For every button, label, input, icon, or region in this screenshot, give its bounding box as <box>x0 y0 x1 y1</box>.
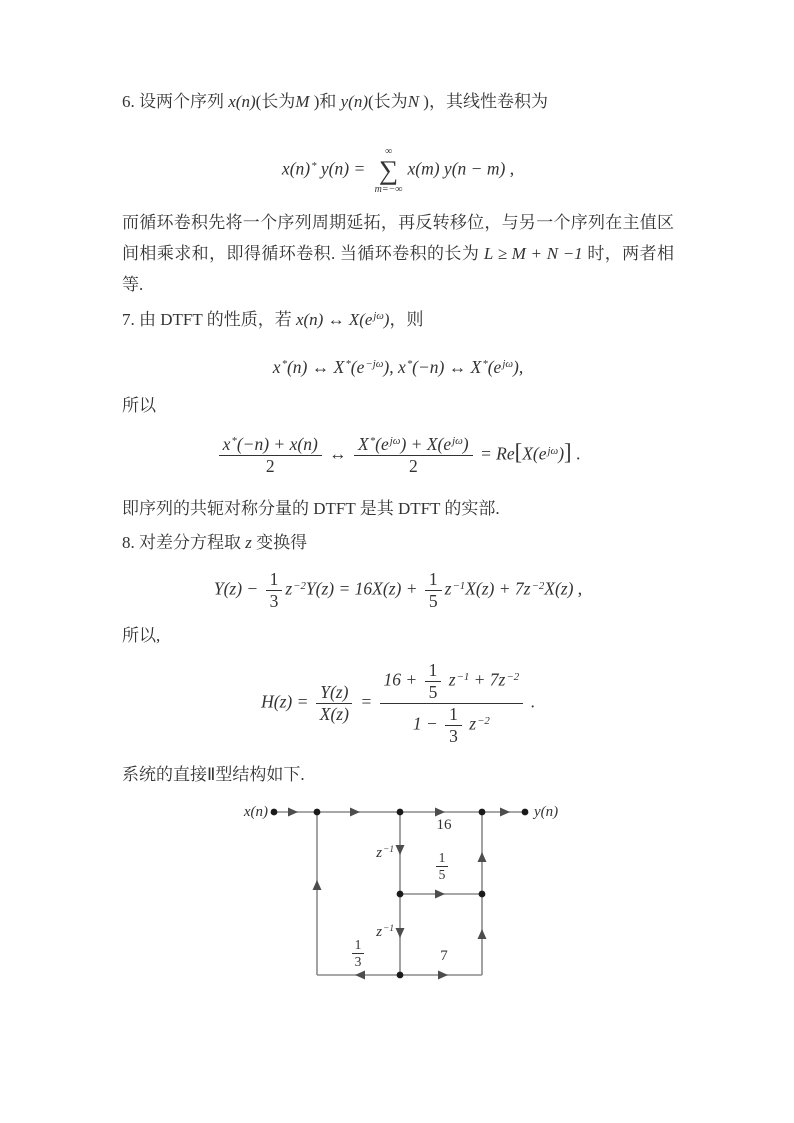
item-8-heading: 8. 对差分方程取 z 变换得 <box>122 533 308 552</box>
node-bottom-delay <box>397 972 404 979</box>
output-label: y(n) <box>534 804 559 820</box>
node-top-right <box>479 809 486 816</box>
page-content <box>122 88 674 1002</box>
delay-label-2: $z^{-1}$ <box>376 923 394 940</box>
gain-1-3-label: $\frac{1}{3}$ <box>343 937 373 970</box>
flow-graph-svg <box>230 797 590 1002</box>
arrow-up-icon <box>313 880 322 890</box>
gain-16-label: 16 <box>436 817 452 833</box>
arrow-right-icon <box>435 890 445 899</box>
paragraph-circular-convolution: 而循环卷积先将一个序列周期延拓，再反转移位，与另一个序列在主值区间相乘求和，即得循环卷积. 当循环卷积的长为 L ≥ M + N −1 时，两者相等. <box>122 213 675 294</box>
paragraph-structure-intro: 系统的直接Ⅱ型结构如下. <box>122 765 305 784</box>
node-output <box>522 809 529 816</box>
arrow-right-icon <box>288 808 298 817</box>
arrow-left-icon <box>355 971 365 980</box>
arrow-down-icon <box>396 928 405 938</box>
node-mid-sum <box>479 891 486 898</box>
paragraph-dtft-conclusion: 即序列的共轭对称分量的 DTFT 是其 DTFT 的实部. <box>122 499 500 518</box>
arrow-right-icon <box>500 808 510 817</box>
node-input <box>271 809 278 816</box>
flow-graph <box>230 797 590 1002</box>
formula-z-transform-difference-equation: Y(z) − $\frac{1}{3}$ $z^{-2}Y(z) = 16X(z)$ + $\frac{1}{5}$ $z^{-1}X(z) + 7z^{-2}X(z)$ , <box>213 569 583 611</box>
arrow-up-icon <box>478 929 487 939</box>
item-7-heading: 7. 由 DTFT 的性质，若 x(n) ↔ $X(e^{j\omega})$，则 <box>122 310 424 329</box>
arrow-right-icon <box>435 808 445 817</box>
gain-1-5-label: $\frac{1}{5}$ <box>427 850 457 883</box>
label-suoyi-1: 所以 <box>122 396 156 415</box>
arrow-right-icon <box>438 971 448 980</box>
arrow-down-icon <box>396 845 405 855</box>
node-top-left <box>314 809 321 816</box>
input-label: x(n) <box>243 804 268 820</box>
arrow-up-icon <box>478 852 487 862</box>
formula-linear-convolution: x(n)* y(n) = ∞ ∑ m=−∞ x(m) y(n − m) , <box>281 146 515 195</box>
formula-conjugate-symmetric-component: $\frac{x^*(-n) + x(n)}{2}$ ↔ $\frac{X^*(e^{j\omega}) + X(e^{j\omega})}{2}$ = $Re[X(e^{j\omega})]$ . <box>122 426 674 485</box>
formula-dtft-conjugate-pairs: x*(n) ↔ $X^*(e^{-j\omega})$, x*(−n) ↔ $X^*(e^{j\omega})$, <box>272 357 524 377</box>
node-top-middle <box>397 809 404 816</box>
diagram-direct-form-ii <box>0 797 794 1002</box>
formula-transfer-function: H(z) = $\frac{Y(z)}{X(z)}$ = 16 + $\frac{1}{5}$ $z^{-1} + 7z^{-2}$ 1 − $\frac{1}{3}$ $z^{-2}$ . <box>261 660 535 746</box>
node-mid-delay <box>397 891 404 898</box>
delay-label-1: $z^{-1}$ <box>376 844 394 861</box>
item-6-heading: 6. 设两个序列 x(n)(长为M )和 y(n)(长为N )，其线性卷积为 <box>122 92 548 111</box>
label-suoyi-2: 所以, <box>122 626 161 645</box>
gain-7-label: 7 <box>440 948 448 964</box>
arrow-right-icon <box>350 808 360 817</box>
